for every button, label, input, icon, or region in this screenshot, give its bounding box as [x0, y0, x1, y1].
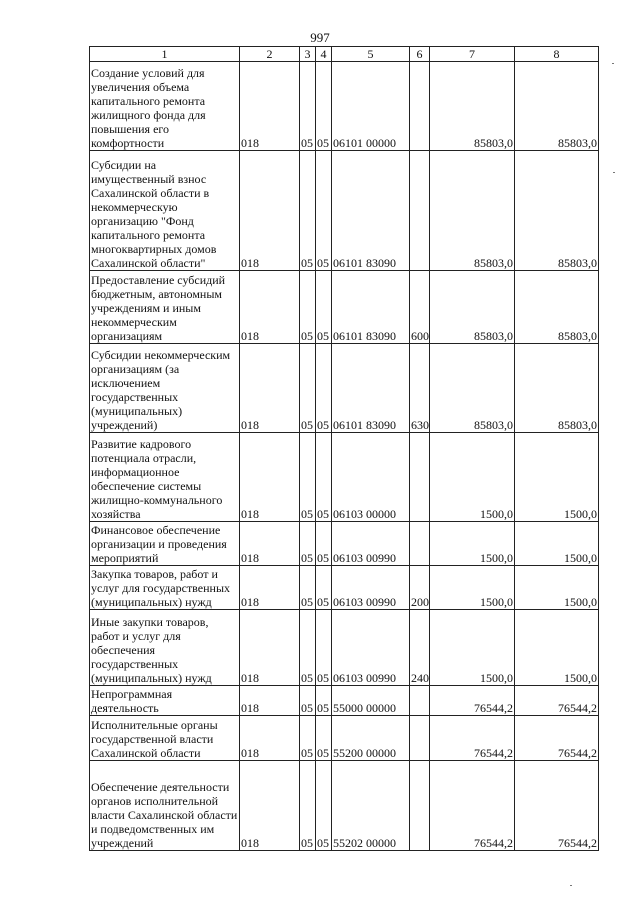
- target-article-code: 55202 00000: [332, 761, 410, 851]
- subsection-code: 05: [316, 610, 332, 686]
- header-row: [90, 47, 599, 62]
- table-row: [90, 271, 599, 344]
- target-article-code: 06103 00990: [332, 610, 410, 686]
- ministry-code: 018: [240, 686, 300, 716]
- target-article-code: 06101 00000: [332, 62, 410, 151]
- subsection-code: 05: [316, 522, 332, 566]
- column-header: 7: [430, 47, 515, 62]
- table-row: [90, 62, 599, 151]
- expense-type-code: [410, 761, 430, 851]
- target-article-code: 06103 00990: [332, 522, 410, 566]
- subsection-code: 05: [316, 433, 332, 522]
- column-header: 5: [332, 47, 410, 62]
- ministry-code: 018: [240, 522, 300, 566]
- section-code: 05: [300, 433, 316, 522]
- column-header: 8: [515, 47, 599, 62]
- subsection-code: 05: [316, 686, 332, 716]
- target-article-code: 06103 00990: [332, 566, 410, 610]
- subsection-code: 05: [316, 344, 332, 433]
- target-article-code: 06101 83090: [332, 151, 410, 271]
- column-header: 1: [90, 47, 240, 62]
- amount-col7: 85803,0: [430, 62, 515, 151]
- page-number: 997: [310, 30, 330, 45]
- row-name: Предоставление субсидий бюджетным, автономным учреждениям и иным некоммерческим организациям: [90, 271, 240, 344]
- ministry-code: 018: [240, 433, 300, 522]
- expense-type-code: [410, 433, 430, 522]
- table-row: [90, 151, 599, 271]
- target-article-code: 06103 00000: [332, 433, 410, 522]
- section-code: 05: [300, 716, 316, 761]
- section-code: 05: [300, 151, 316, 271]
- expense-type-code: 630: [410, 344, 430, 433]
- section-code: 05: [300, 566, 316, 610]
- section-code: 05: [300, 522, 316, 566]
- amount-col7: 1500,0: [430, 433, 515, 522]
- ministry-code: 018: [240, 761, 300, 851]
- row-name: Финансовое обеспечение организации и проведения мероприятий: [90, 522, 240, 566]
- row-name: Субсидии некоммерческим организациям (за исключением государственных (муниципальных) учреждений): [90, 344, 240, 433]
- amount-col8: 1500,0: [515, 610, 599, 686]
- amount-col7: 76544,2: [430, 761, 515, 851]
- amount-col7: 76544,2: [430, 716, 515, 761]
- amount-col7: 76544,2: [430, 686, 515, 716]
- column-header: 4: [316, 47, 332, 62]
- amount-col8: 76544,2: [515, 686, 599, 716]
- section-code: 05: [300, 271, 316, 344]
- scan-speck: [612, 63, 614, 64]
- target-article-code: 06101 83090: [332, 344, 410, 433]
- table-row: [90, 716, 599, 761]
- column-header: 3: [300, 47, 316, 62]
- amount-col8: 1500,0: [515, 522, 599, 566]
- expense-type-code: [410, 686, 430, 716]
- amount-col8: 1500,0: [515, 433, 599, 522]
- table-row: [90, 761, 599, 851]
- table-row: [90, 344, 599, 433]
- section-code: 05: [300, 62, 316, 151]
- table-row: [90, 610, 599, 686]
- expense-type-code: 200: [410, 566, 430, 610]
- expense-type-code: [410, 716, 430, 761]
- ministry-code: 018: [240, 610, 300, 686]
- amount-col8: 85803,0: [515, 62, 599, 151]
- section-code: 05: [300, 344, 316, 433]
- column-header: 6: [410, 47, 430, 62]
- amount-col7: 1500,0: [430, 566, 515, 610]
- subsection-code: 05: [316, 716, 332, 761]
- amount-col7: 1500,0: [430, 610, 515, 686]
- ministry-code: 018: [240, 566, 300, 610]
- amount-col8: 85803,0: [515, 151, 599, 271]
- expense-type-code: 600: [410, 271, 430, 344]
- amount-col8: 76544,2: [515, 761, 599, 851]
- scan-speck: [613, 172, 615, 173]
- target-article-code: 55000 00000: [332, 686, 410, 716]
- expense-type-code: [410, 522, 430, 566]
- subsection-code: 05: [316, 151, 332, 271]
- amount-col7: 85803,0: [430, 151, 515, 271]
- table-row: [90, 686, 599, 716]
- row-name: Иные закупки товаров, работ и услуг для обеспечения государственных (муниципальных) нужд: [90, 610, 240, 686]
- ministry-code: 018: [240, 344, 300, 433]
- section-code: 05: [300, 610, 316, 686]
- amount-col7: 1500,0: [430, 522, 515, 566]
- amount-col8: 76544,2: [515, 716, 599, 761]
- subsection-code: 05: [316, 271, 332, 344]
- ministry-code: 018: [240, 716, 300, 761]
- amount-col8: 85803,0: [515, 271, 599, 344]
- row-name: Создание условий для увеличения объема капитального ремонта жилищного фонда для повышения его комфортности: [90, 62, 240, 151]
- amount-col7: 85803,0: [430, 344, 515, 433]
- row-name: Обеспечение деятельности органов исполнительной власти Сахалинской области и подведомственных им учреждений: [90, 761, 240, 851]
- table-row: [90, 433, 599, 522]
- row-name: Непрограммная деятельность: [90, 686, 240, 716]
- expense-type-code: 240: [410, 610, 430, 686]
- subsection-code: 05: [316, 566, 332, 610]
- row-name: Исполнительные органы государственной власти Сахалинской области: [90, 716, 240, 761]
- row-name: Развитие кадрового потенциала отрасли, информационное обеспечение системы жилищно-коммунального хозяйства: [90, 433, 240, 522]
- section-code: 05: [300, 761, 316, 851]
- table-row: [90, 566, 599, 610]
- section-code: 05: [300, 686, 316, 716]
- amount-col8: 85803,0: [515, 344, 599, 433]
- ministry-code: 018: [240, 151, 300, 271]
- scan-speck: [570, 885, 572, 886]
- row-name: Закупка товаров, работ и услуг для государственных (муниципальных) нужд: [90, 566, 240, 610]
- subsection-code: 05: [316, 761, 332, 851]
- target-article-code: 55200 00000: [332, 716, 410, 761]
- expense-type-code: [410, 151, 430, 271]
- ministry-code: 018: [240, 62, 300, 151]
- amount-col8: 1500,0: [515, 566, 599, 610]
- budget-table: [89, 46, 599, 851]
- table-row: [90, 522, 599, 566]
- expense-type-code: [410, 62, 430, 151]
- amount-col7: 85803,0: [430, 271, 515, 344]
- column-header: 2: [240, 47, 300, 62]
- target-article-code: 06101 83090: [332, 271, 410, 344]
- ministry-code: 018: [240, 271, 300, 344]
- subsection-code: 05: [316, 62, 332, 151]
- row-name: Субсидии на имущественный взнос Сахалинской области в некоммерческую организацию "Фонд капитального ремонта многоквартирных домов Сахалинской области": [90, 151, 240, 271]
